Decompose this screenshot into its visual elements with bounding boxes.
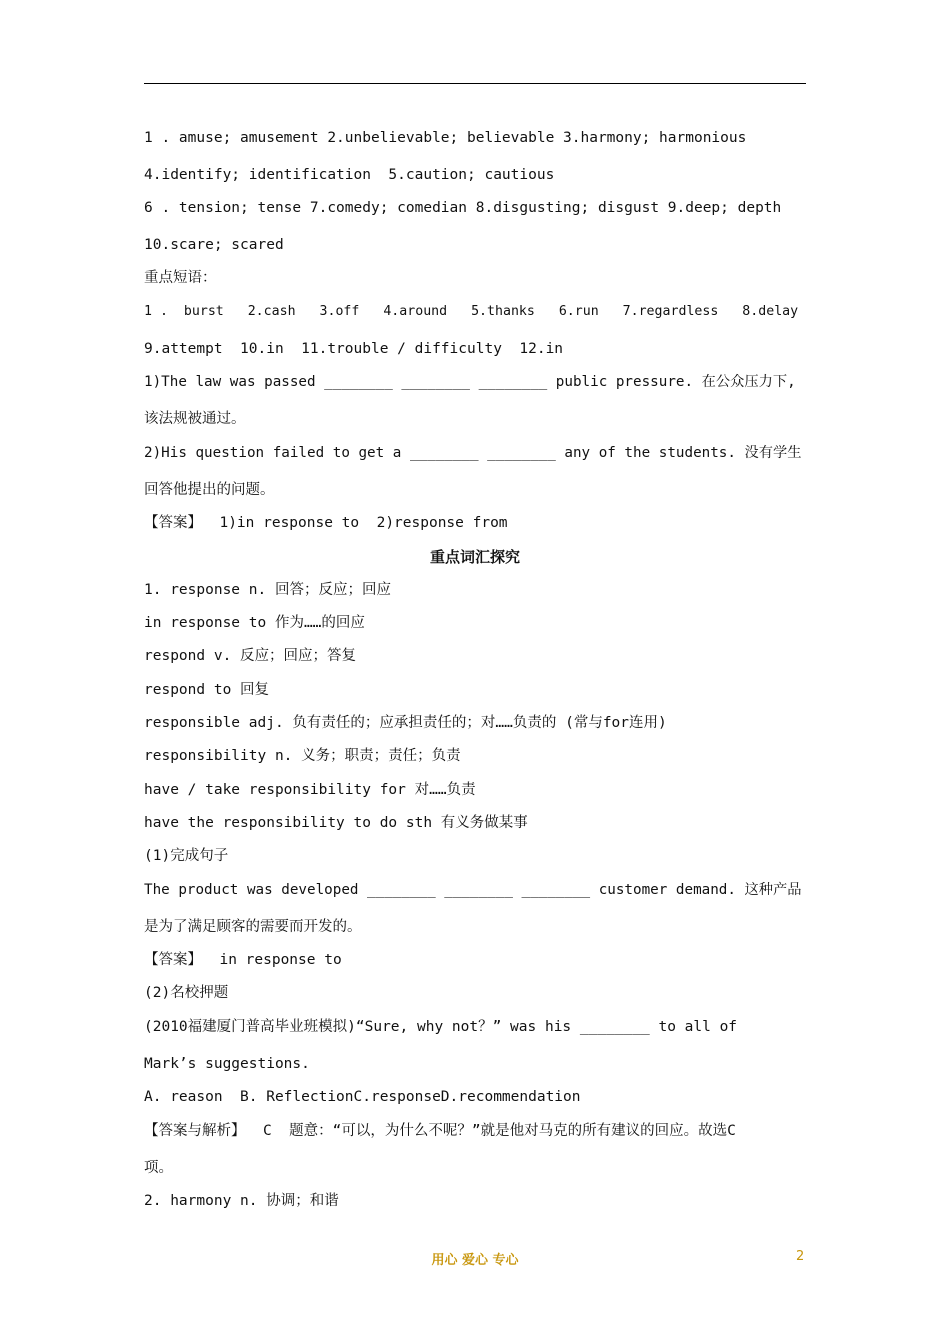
phrase-answers-line-2: 9.attempt 10.in 11.trouble / difficulty 12.in bbox=[144, 341, 564, 357]
answer-analysis-line-1: 【答案与解析】 C 题意：“可以，为什么不呢？”就是他对马克的所有建议的回应。故选C bbox=[144, 1123, 736, 1139]
answer-line-2: 4.identify; identification 5.caution; cautious bbox=[144, 167, 555, 183]
subsection-exam-question: (2)名校押题 bbox=[144, 985, 229, 1001]
sentence-line-1: The product was developed ________ ________ ________ customer demand. 这种产品 bbox=[144, 882, 802, 898]
sentence-answer: 【答案】 in response to bbox=[144, 952, 342, 968]
exercise-2-line-1: 2)His question failed to get a ________ ________ any of the students. 没有学生 bbox=[144, 445, 802, 461]
vocab-take-responsibility: have / take responsibility for 对……负责 bbox=[144, 782, 476, 798]
vocab-responsible: responsible adj. 负有责任的；应承担责任的；对……负责的 (常与for连用) bbox=[144, 715, 667, 731]
exercise-2-line-2: 回答他提出的问题。 bbox=[144, 482, 275, 498]
section-title: 重点词汇探究 bbox=[429, 548, 520, 566]
answer-line-4: 10.scare; scared bbox=[144, 237, 284, 253]
vocab-response: 1. response n. 回答；反应；回应 bbox=[144, 582, 391, 598]
exercise-answer: 【答案】 1)in response to 2)response from bbox=[144, 515, 508, 531]
exercise-1-line-1: 1)The law was passed ________ ________ ________ public pressure. 在公众压力下, bbox=[144, 374, 796, 390]
question-line-2: Mark’s suggestions. bbox=[144, 1056, 310, 1072]
vocab-respond: respond v. 反应；回应；答复 bbox=[144, 648, 357, 664]
sentence-line-2: 是为了满足顾客的需要而开发的。 bbox=[144, 919, 362, 935]
section-heading-phrases: 重点短语： bbox=[144, 270, 217, 286]
answer-line-1: 1 . amuse; amusement 2.unbelievable; believable 3.harmony; harmonious bbox=[144, 130, 747, 146]
vocab-have-responsibility: have the responsibility to do sth 有义务做某事 bbox=[144, 815, 528, 831]
footer-slogan: 用心 爱心 专心 bbox=[431, 1253, 519, 1268]
answer-line-3: 6 . tension; tense 7.comedy; comedian 8.disgusting; disgust 9.deep; depth bbox=[144, 200, 782, 216]
exercise-1-line-2: 该法规被通过。 bbox=[144, 411, 246, 427]
subsection-complete-sentence: (1)完成句子 bbox=[144, 848, 229, 864]
question-line-1: (2010福建厦门普高毕业班模拟)“Sure, why not？” was his ________ to all of bbox=[144, 1019, 738, 1035]
vocab-in-response-to: in response to 作为……的回应 bbox=[144, 615, 365, 631]
page-number: 2 bbox=[796, 1249, 805, 1264]
phrase-answers-line-1: 1 . burst 2.cash 3.off 4.around 5.thanks 6.run 7.regardless 8.delay bbox=[144, 304, 799, 319]
question-options: A. reason B. ReflectionC.responseD.recommendation bbox=[144, 1089, 581, 1105]
header-rule bbox=[144, 83, 806, 84]
vocab-harmony: 2. harmony n. 协调；和谐 bbox=[144, 1193, 339, 1209]
vocab-responsibility: responsibility n. 义务；职责；责任；负责 bbox=[144, 748, 461, 764]
answer-analysis-line-2: 项。 bbox=[144, 1160, 173, 1176]
vocab-respond-to: respond to 回复 bbox=[144, 682, 270, 698]
